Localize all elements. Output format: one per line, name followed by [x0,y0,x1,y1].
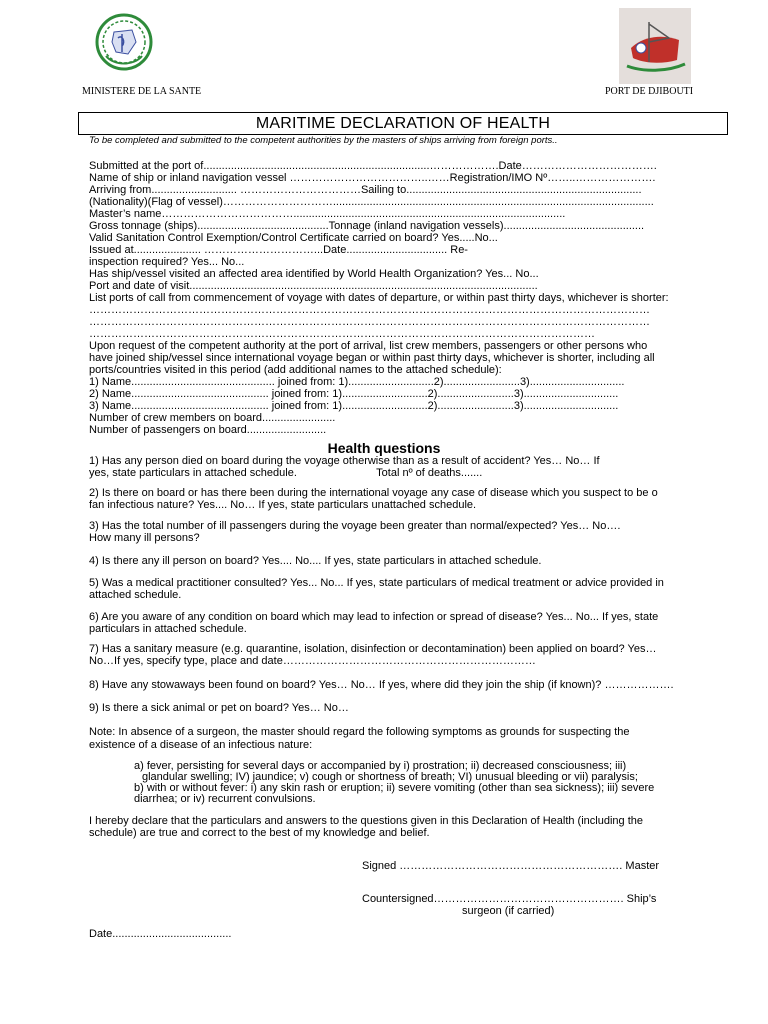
field-dotted-line: ……………………………………………………………………………………………………………………………………… [89,316,650,328]
date-line: Date....................................... [89,928,232,940]
field-arriving-from: Arriving from............................ ……………………………Sailing to............................................................................. [89,184,642,196]
question-4 [89,556,709,568]
vessel-details-section [89,160,719,436]
field-ports-of-call: List ports of call from commencement of voyage with dates of departure, or within past thirty days, whichever is shorter: [89,292,669,304]
symptom-b-text: b) with or without fever: i) any skin rash or eruption; ii) severe vomiting (other than sea sickness); iii) severe [134,783,655,794]
field-ship-name: Name of ship or inland navigation vessel ………………………………..……Registration/IMO Nº……..…………………. [89,172,656,184]
question-3 [89,521,709,544]
field-port-date-visit: Port and date of visit.................................................................................................................. [89,280,538,292]
declaration-text: I hereby declare that the particulars and answers to the questions given in this Declaration of Health (including the [89,816,643,827]
symptoms-list [134,761,704,805]
document-title: MARITIME DECLARATION OF HEALTH [78,112,728,135]
field-affected-area: Has ship/vessel visited an affected area identified by World Health Organization? Yes... No... [89,268,539,280]
field-dotted-line: ……………………………………………………………………………………………………………………………………… [89,304,650,316]
question-text: yes, state particulars in attached schedule. Total nº of deaths....... [89,467,483,479]
note-text: existence of a disease of an infectious nature: [89,739,313,751]
health-questions-heading: Health questions [327,440,441,456]
question-text: 3) Has the total number of ill passengers during the voyage been greater than normal/expected? Yes… No…. [89,521,621,532]
question-text: 4) Is there any ill person on board? Yes.... No.... If yes, state particulars in attached schedule. [89,556,542,567]
surgeon-countersign-line: Countersigned……………………………………………. Ship’s [362,893,657,905]
ministry-emblem-icon [94,12,154,72]
question-2 [89,488,709,511]
field-crew-instructions: Upon request of the competent authority at the port of arrival, list crew members, passengers or other persons who [89,340,648,352]
field-nationality: (Nationality)(Flag of vessel)…………………………......................................................................................................... [89,196,654,208]
question-text: particulars in attached schedule. [89,623,247,635]
question-text: 8) Have any stowaways been found on board? Yes… No… If yes, where did they join the ship (if known)? ………………. [89,680,674,691]
field-issued-at: Issued at...................... …………………………...Date................................. Re- [89,244,468,256]
field-name-row: 3) Name............................................. joined from: 1)............................2).........................3)............................... [89,400,619,412]
field-tonnage: Gross tonnage (ships)...........................................Tonnage (inland navigation vessels).............................................. [89,220,645,232]
question-text: How many ill persons? [89,532,200,544]
surgeon-caption: surgeon (if carried) [462,905,555,917]
field-crew-count: Number of crew members on board........................ [89,412,336,424]
port-logo-icon [619,8,691,84]
declaration-text: schedule) are true and correct to the best of my knowledge and belief. [89,827,430,839]
question-text: 6) Are you aware of any condition on board which may lead to infection or spread of disease? Yes... No... If yes, state [89,612,659,623]
field-name-row: 2) Name............................................. joined from: 1)............................2).........................3)............................... [89,388,619,400]
symptom-a-text: glandular swelling; IV) jaundice; v) cough or shortness of breath; VI) unusual bleeding or vii) paralysis; [142,772,638,783]
question-6 [89,612,709,635]
question-text: 2) Is there on board or has there been during the international voyage any case of disease which you suspect to be o [89,488,658,499]
declaration-statement [89,816,709,839]
field-port-submitted: Submitted at the port of..........................................................................……………….Date………………………………. [89,160,657,172]
field-dotted-line: ………………………………………………………………………………………………………………………… [89,328,595,340]
question-text: No…If yes, specify type, place and date…………………………………………………………… [89,655,536,667]
question-text: 1) Has any person died on board during the voyage otherwise than as a result of accident? Yes… No… If [89,456,600,467]
question-text: fan infectious nature? Yes.... No… If yes, state particulars unattached schedule. [89,499,477,511]
symptom-a-text: a) fever, persisting for several days or accompanied by i) prostration; ii) decreased consciousness; iii) [134,761,627,772]
ministry-name: MINISTERE DE LA SANTE [82,86,202,97]
question-text: attached schedule. [89,589,182,601]
field-crew-instructions: have joined ship/vessel since international voyage began or within past thirty days, whichever is shorter, including all [89,352,655,364]
surgeon-note [89,726,709,752]
field-master-name: Master’s name………………………………......................................................................................... [89,208,566,220]
port-name: PORT DE DJIBOUTI [605,86,694,97]
question-text: 5) Was a medical practitioner consulted? Yes... No... If yes, state particulars of medical treatment or advice provided in [89,578,664,589]
field-passenger-count: Number of passengers on board.......................... [89,424,327,436]
field-crew-instructions: ports/countries visited in this period (add additional names to the attached schedule): [89,364,502,376]
question-5 [89,578,709,601]
field-sanitation-cert: Valid Sanitation Control Exemption/Control Certificate carried on board? Yes.....No... [89,232,498,244]
field-reinspection: inspection required? Yes... No... [89,256,245,268]
document-subtitle: To be completed and submitted to the competent authorities by the masters of ships arriving from foreign ports.. [89,135,558,146]
question-7 [89,644,709,667]
symptom-b-text: diarrhea; or iv) recurrent convulsions. [134,794,316,805]
question-8 [89,680,709,692]
note-text: Note: In absence of a surgeon, the master should regard the following symptoms as grounds for suspecting the [89,726,630,738]
field-name-row: 1) Name............................................... joined from: 1)............................2).........................3)............................... [89,376,625,388]
master-signature-line: Signed ……………………………………………………. Master [362,860,660,872]
question-text: 7) Has a sanitary measure (e.g. quarantine, isolation, disinfection or decontamination) been applied on board? Yes… [89,644,657,655]
question-1 [89,456,709,479]
question-text: 9) Is there a sick animal or pet on board? Yes… No… [89,703,349,714]
question-9 [89,703,709,715]
